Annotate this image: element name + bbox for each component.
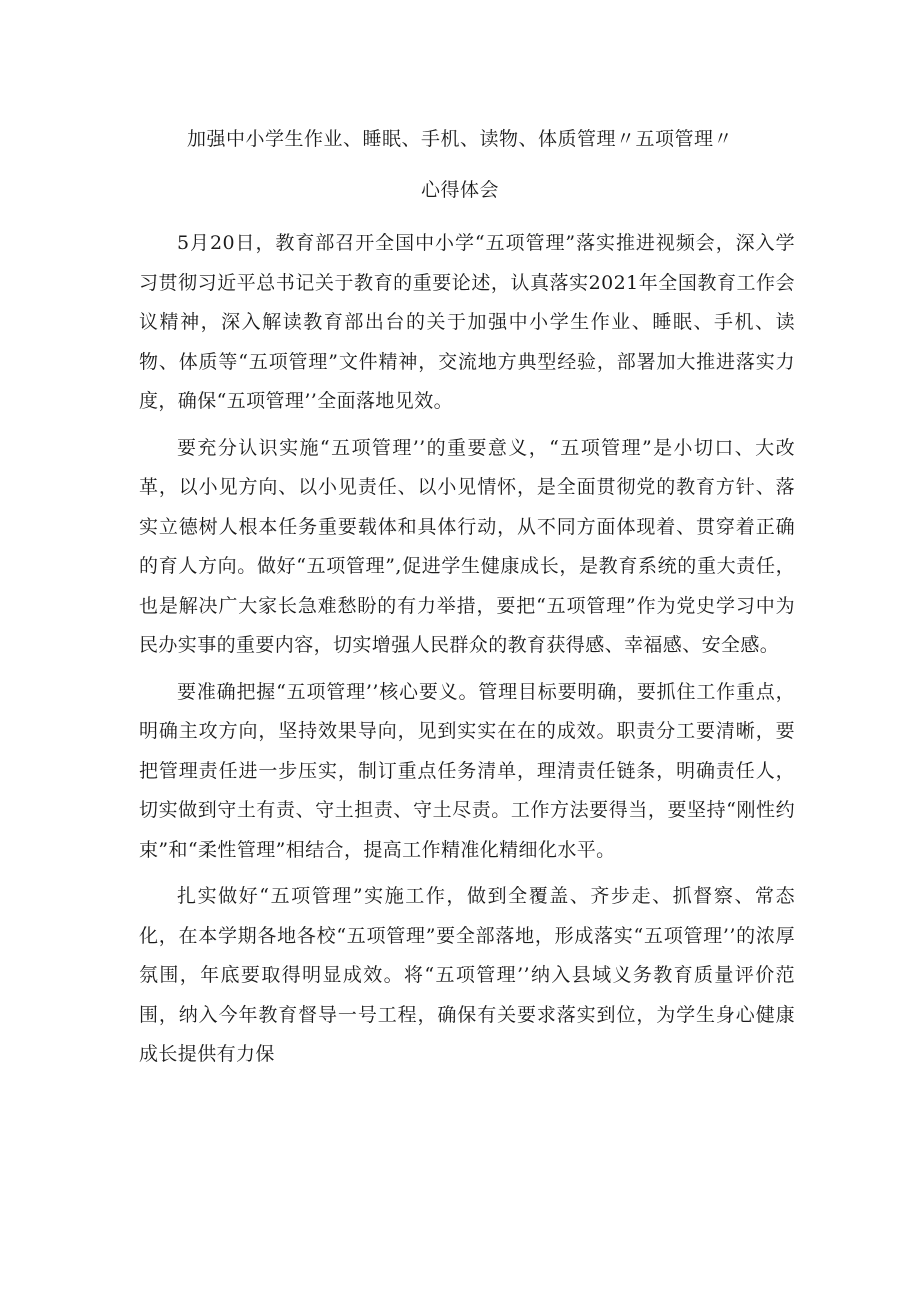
document-subtitle: 心得体会 [420,179,499,201]
paragraph-2: 要充分认识实施“五项管理’’的重要意义，“五项管理”是小切口、大改革，以小见方向、以小见责任、以小见情怀，是全面贯彻党的教育方针、落实立德树人根本任务重要载体和具体行动，从不同方面体现着、贯穿着正确的育人方向。做好“五项管理”,促进学生健康成长，是教育系统的重大责任，也是解决广大家长急难愁盼的有力举措，要把“五项管理”作为党史学习中为民办实事的重要内容，切实增强人民群众的教育获得感、幸福感、安全感。 [139,436,795,656]
document-body [139,224,795,1082]
paragraph-1: 5月20日，教育部召开全国中小学“五项管理”落实推进视频会，深入学习贯彻习近平总书记关于教育的重要论述，认真落实2021年全国教育工作会议精神，深入解读教育部出台的关于加强中小学生作业、睡眠、手机、读物、体质等“五项管理”文件精神，交流地方典型经验，部署加大推进落实力度，确保“五项管理’’全面落地见效。 [139,232,795,412]
paragraph-3: 要准确把握“五项管理’’核心要义。管理目标要明确，要抓住工作重点，明确主攻方向，坚持效果导向，见到实实在在的成效。职责分工要清晰，要把管理责任进一步压实，制订重点任务清单，理清责任链条，明确责任人，切实做到守土有责、守土担责、守土尽责。工作方法要得当，要坚持“刚性约束”和“柔性管理”相结合，提高工作精准化精细化水平。 [139,680,795,861]
document-title: 加强中小学生作业、睡眠、手机、读物、体质管理〃五项管理〃 [186,128,733,150]
paragraph-4: 扎实做好“五项管理”实施工作，做到全覆盖、齐步走、抓督察、常态化，在本学期各地各校“五项管理”要全部落地，形成落实“五项管理’’的浓厚氛围，年底要取得明显成效。将“五项管理’’纳入县域义务教育质量评价范围，纳入今年教育督导一号工程，确保有关要求落实到位，为学生身心健康成长提供有力保 [139,885,795,1065]
